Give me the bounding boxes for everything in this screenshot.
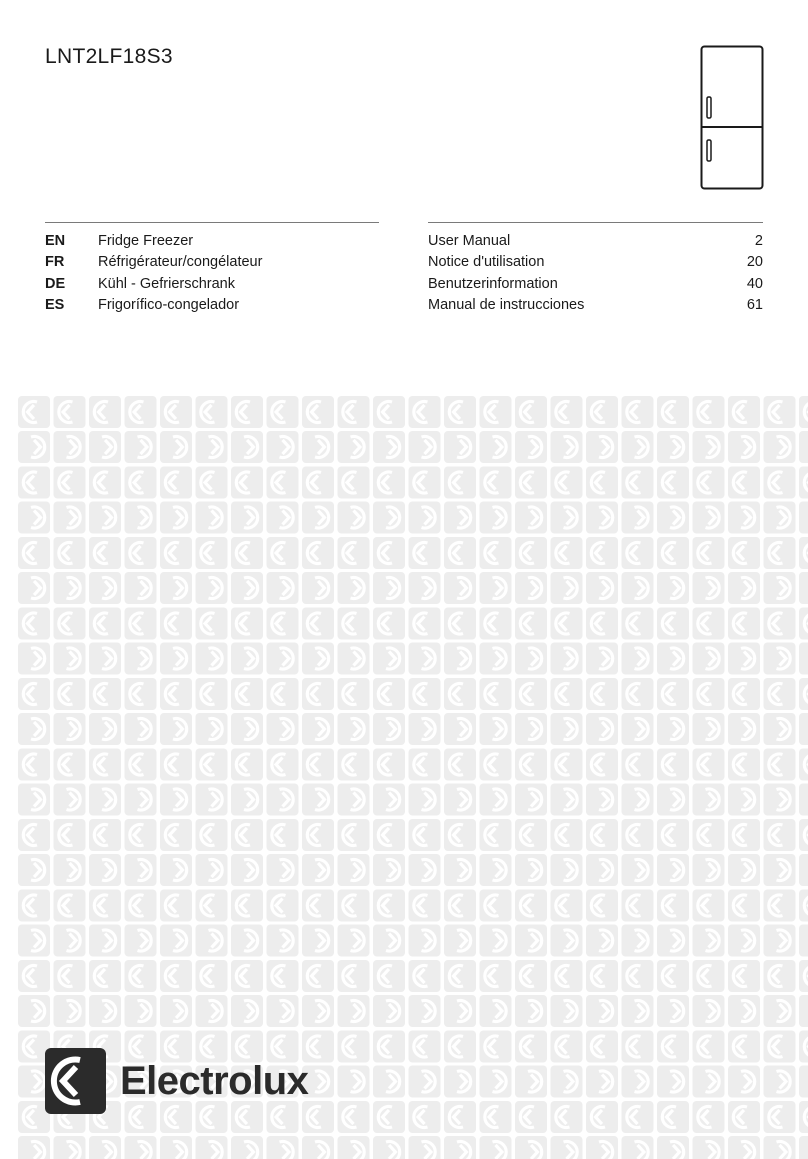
page-number: 40 <box>746 275 763 292</box>
divider-left <box>45 222 379 223</box>
language-code: EN <box>45 232 66 249</box>
electrolux-logo-pattern <box>17 395 808 1159</box>
fridge-freezer-icon <box>700 45 764 190</box>
model-number: LNT2LF18S3 <box>45 45 173 68</box>
electrolux-logo <box>45 1048 308 1114</box>
language-row-de <box>45 273 379 295</box>
manual-index <box>428 230 763 316</box>
product-name: Réfrigérateur/congélateur <box>98 254 263 271</box>
product-name: Kühl - Gefrierschrank <box>98 275 235 292</box>
page-number: 2 <box>754 232 763 249</box>
language-code: ES <box>45 297 65 314</box>
divider-right <box>428 222 763 223</box>
language-row-en <box>45 230 379 252</box>
language-code: FR <box>45 254 65 271</box>
brand-wordmark: Electrolux <box>120 1059 309 1103</box>
language-list <box>45 230 379 316</box>
language-code: DE <box>45 275 66 292</box>
manual-title: Benutzerinformation <box>428 275 558 292</box>
manual-row-de[interactable] <box>428 273 763 295</box>
page-number: 20 <box>746 254 763 271</box>
product-name: Fridge Freezer <box>98 232 194 249</box>
product-name: Frigorífico-congelador <box>98 297 240 314</box>
manual-row-fr[interactable] <box>428 252 763 274</box>
manual-title: User Manual <box>428 232 511 249</box>
language-row-es <box>45 295 379 317</box>
page-number: 61 <box>746 297 763 314</box>
language-row-fr <box>45 252 379 274</box>
electrolux-logo-icon <box>45 1048 106 1114</box>
manual-title: Manual de instrucciones <box>428 297 585 314</box>
manual-title: Notice d'utilisation <box>428 254 545 271</box>
manual-row-en[interactable] <box>428 230 763 252</box>
manual-row-es[interactable] <box>428 295 763 317</box>
